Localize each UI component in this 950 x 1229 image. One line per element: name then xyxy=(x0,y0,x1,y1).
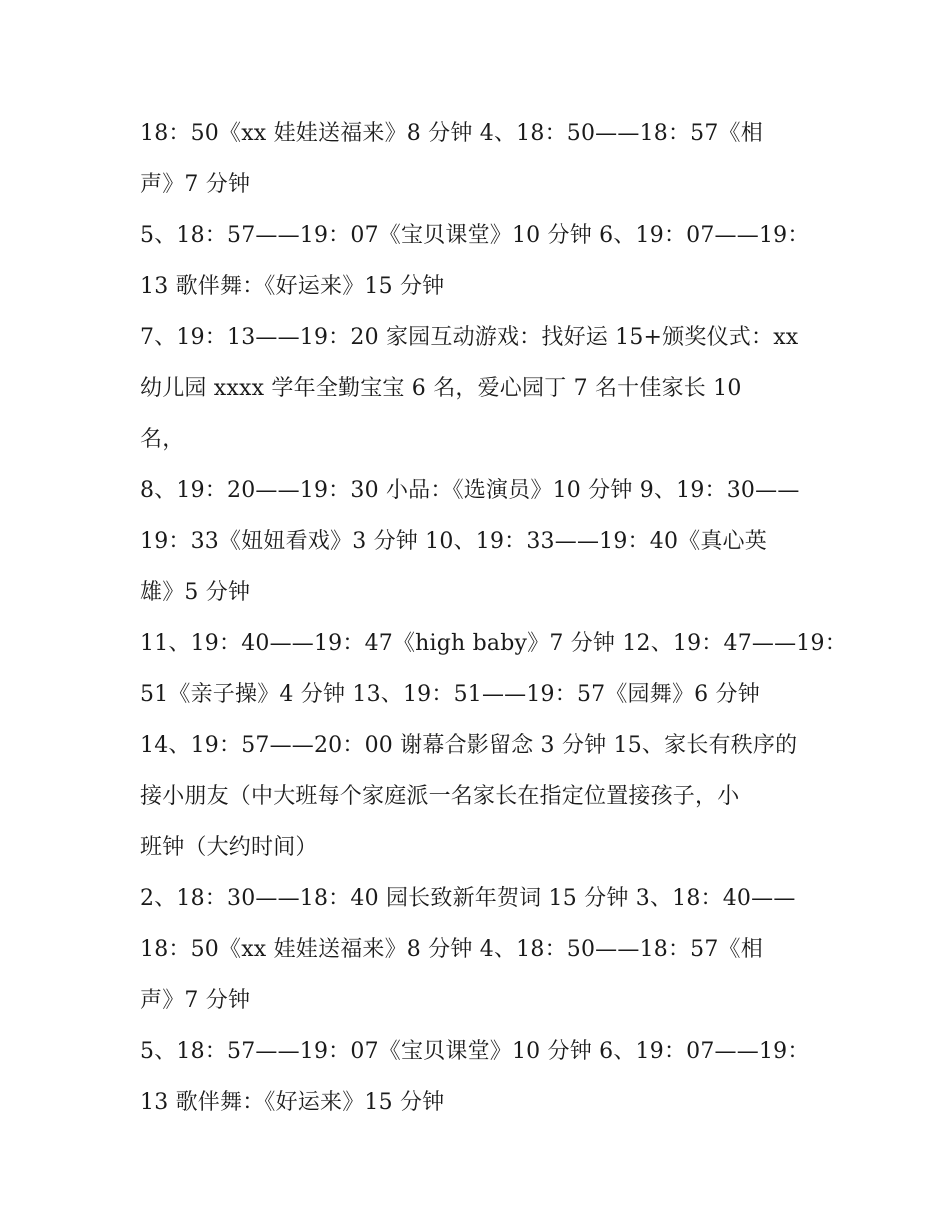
text-line: 8、19：20——19：30 小品：《选演员》10 分钟 9、19：30—— xyxy=(140,478,800,503)
text-line: 声》7 分钟 xyxy=(140,172,251,197)
text-line: 18：50《xx 娃娃送福来》8 分钟 4、18：50——18：57《相 xyxy=(140,937,763,962)
text-line: 班钟（大约时间） xyxy=(140,835,318,860)
text-line: 7、19：13——19：20 家园互动游戏：找好运 15+颁奖仪式：xx xyxy=(140,325,799,350)
text-line: 11、19：40——19：47《high baby》7 分钟 12、19：47——19： xyxy=(140,631,847,656)
text-line: 13 歌伴舞：《好运来》15 分钟 xyxy=(140,1090,445,1115)
text-line: 19：33《妞妞看戏》3 分钟 10、19：33——19：40《真心英 xyxy=(140,529,767,554)
document-body xyxy=(140,108,847,1128)
text-line: 雄》5 分钟 xyxy=(140,580,251,605)
text-line: 接小朋友（中大班每个家庭派一名家长在指定位置接孩子，小 xyxy=(140,784,740,809)
text-line: 13 歌伴舞：《好运来》15 分钟 xyxy=(140,274,445,299)
text-line: 幼儿园 xxxx 学年全勤宝宝 6 名，爱心园丁 7 名十佳家长 10 xyxy=(140,376,742,401)
text-line: 5、18：57——19：07《宝贝课堂》10 分钟 6、19：07——19： xyxy=(140,1039,810,1064)
text-line: 2、18：30——18：40 园长致新年贺词 15 分钟 3、18：40—— xyxy=(140,886,796,911)
text-line: 51《亲子操》4 分钟 13、19：51——19：57《园舞》6 分钟 xyxy=(140,682,760,707)
text-line: 5、18：57——19：07《宝贝课堂》10 分钟 6、19：07——19： xyxy=(140,223,810,248)
text-line: 18：50《xx 娃娃送福来》8 分钟 4、18：50——18：57《相 xyxy=(140,121,763,146)
text-line: 名， xyxy=(140,427,185,452)
text-line: 14、19：57——20：00 谢幕合影留念 3 分钟 15、家长有秩序的 xyxy=(140,733,798,758)
text-line: 声》7 分钟 xyxy=(140,988,251,1013)
